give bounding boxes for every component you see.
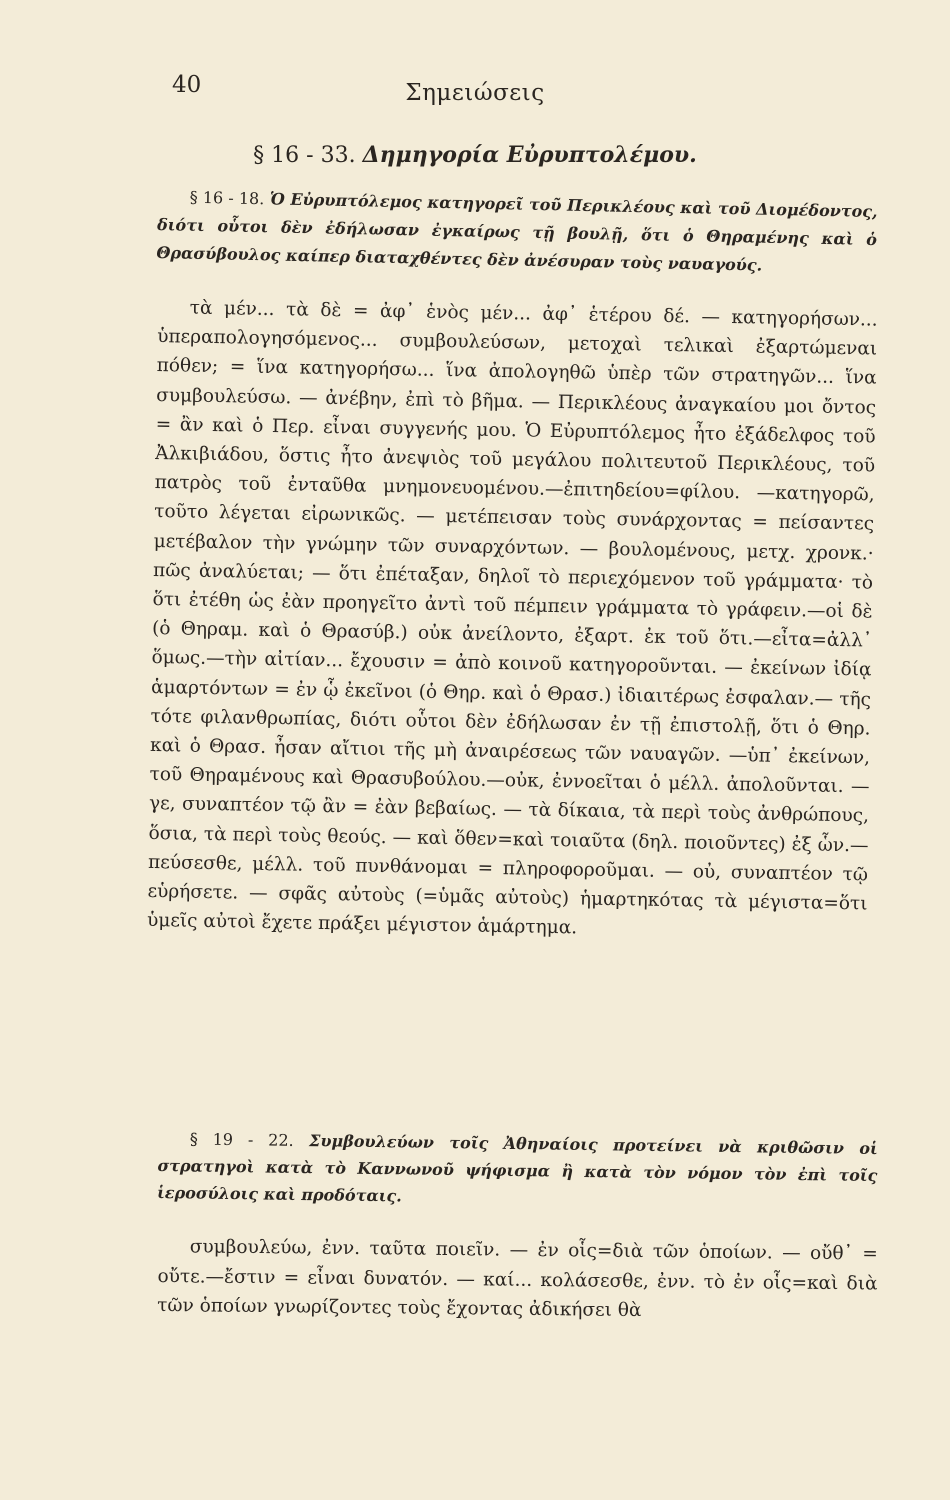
subsection-2-summary — [157, 1125, 878, 1216]
subsection-1-notes-text: τὰ μέν... τὰ δὲ = ἀφ᾽ ἑνὸς μέν... ἀφ᾽ ἑτέρου δέ. — κατηγορήσων... ὑπεραπολογησόμενος... συμβουλεύσων, μετοχαὶ τελικαὶ ἐξαρτώμεναι πόθεν; = ἵνα κατηγορήσω... ἵνα ἀπολογηθῶ ὑπὲρ τῶν στρατηγῶν... ἵνα συμβουλεύσω. — ἀνέβην, ἐπὶ τὸ βῆμα. — Περικλέους ἀναγκαίου μοι ὄντος = ἂν καὶ ὁ Περ. εἶναι συγγενής μου. Ὁ Εὐρυπτόλεμος ἦτο ἐξάδελφος τοῦ Ἀλκιβιάδου, ὅστις ἦτο ἀνεψιὸς τοῦ μεγάλου πολιτευτοῦ Περικλέους, τοῦ πατρὸς τοῦ ἐνταῦθα μνημονευομένου.—ἐπιτηδείου=φίλου. —κατηγορῶ, τοῦτο λέγεται εἰρωνικῶς. — μετέπεισαν τοὺς συνάρχοντας = πείσαντες μετέβαλον τὴν γνώμην τῶν συναρχόντων. — βουλομένους, μετχ. χρονκ.· πῶς ἀναλύεται; — ὅτι ἐπέταξαν, δηλοῖ τὸ περιεχόμενον τοῦ γράμματα· τὸ ὅτι ἐτέθη ὡς ἐὰν προηγεῖτο ἀντὶ τοῦ πέμπειν γράμματα τὸ γράφειν.—οἱ δὲ (ὁ Θηραμ. καὶ ὁ Θρασύβ.) οὐκ ἀνείλοντο, ἐξαρτ. ἐκ τοῦ ὅτι.—εἶτα=ἀλλ᾽ ὅμως.—τὴν αἰτίαν... ἔχουσιν = ἀπὸ κοινοῦ κατηγοροῦνται. — ἐκείνων ἰδίᾳ ἁμαρτόντων = ἐν ᾧ ἐκεῖνοι (ὁ Θηρ. καὶ ὁ Θρασ.) ἰδιαιτέρως ἐσφαλαν.— τῆς τότε φιλανθρωπίας, διότι οὗτοι δὲν ἐδήλωσαν ἐν τῇ ἐπιστολῇ, ὅτι ὁ Θηρ. καὶ ὁ Θρασ. ἦσαν αἴτιοι τῆς μὴ ἀναιρέσεως τῶν ναυαγῶν. —ὑπ᾽ ἐκείνων, τοῦ Θηραμένους καὶ Θρασυβούλου.—οὐκ, ἐννοεῖται ὁ μέλλ. ἀπολοῦνται. — γε, συναπτέον τῷ ἂν = ἐὰν βεβαίως. — τὰ δίκαια, τὰ περὶ τοὺς ἀνθρώπους, ὅσια, τὰ περὶ τοὺς θεούς. — καὶ ὅθεν=καὶ τοιαῦτα (δηλ. ποιοῦντες) ἐξ ὧν.—πεύσεσθε, μέλλ. τοῦ πυνθάνομαι = πληροφοροῦμαι. — οὐ, συναπτέον τῷ εὑρήσετε. — σφᾶς αὐτοὺς (=ὑμᾶς αὐτοὺς) ἡμαρτηκότας τὰ μέγιστα=ὅτι ὑμεῖς αὐτοὶ ἔχετε πράξει μέγιστον ἁμάρτημα. — [146, 297, 878, 939]
subsection-2-notes-text: συμβουλεύω, ἐνν. ταῦτα ποιεῖν. — ἐν οἷς=διὰ τῶν ὁποίων. — οὔθ᾽ = οὔτε.—ἔστιν = εἶναι δυνατόν. — καί... κολάσεσθε, ἐνν. τὸ ἐν οἷς=καὶ διὰ τῶν ὁποίων γνωρίζοντες τοὺς ἔχοντας ἀδικήσει θὰ — [157, 1236, 878, 1322]
subsection-1-notes — [147, 293, 878, 948]
section-heading — [0, 142, 950, 168]
section-number: § 16 - 33. — [253, 143, 356, 168]
running-title: Σημειώσεις — [405, 80, 545, 106]
subsection-1-summary — [156, 183, 878, 282]
section-title: Δημηγορία Εὐρυπτολέμου. — [362, 142, 697, 168]
subsection-1-summary-text: Ὁ Εὐρυπτόλεμος κατηγορεῖ τοῦ Περικλέους καὶ τοῦ Διομέδοντος, διότι οὗτοι δὲν ἐδήλωσαν ἐγκαίρως τῇ βουλῇ, ὅτι ὁ Θηραμένης καὶ ὁ Θρασύβουλος καίπερ διαταχθέντες δὲν ἀνέσυραν τοὺς ναυαγούς. — [156, 189, 878, 275]
subsection-1-number: § 16 - 18. — [189, 187, 265, 209]
subsection-2-summary-text: Συμβουλεύων τοῖς Ἀθηναίοις προτείνει νὰ κριθῶσιν οἱ στρατηγοὶ κατὰ τὸ Καννωνοῦ ψήφισμα ἢ κατὰ τὸν νόμον τὸν ἐπὶ τοῖς ἱεροσύλοις καὶ προδόταις. — [156, 1131, 878, 1206]
page-number: 40 — [172, 72, 202, 98]
subsection-2-number: § 19 - 22. — [189, 1129, 294, 1150]
subsection-2-notes — [157, 1232, 878, 1328]
